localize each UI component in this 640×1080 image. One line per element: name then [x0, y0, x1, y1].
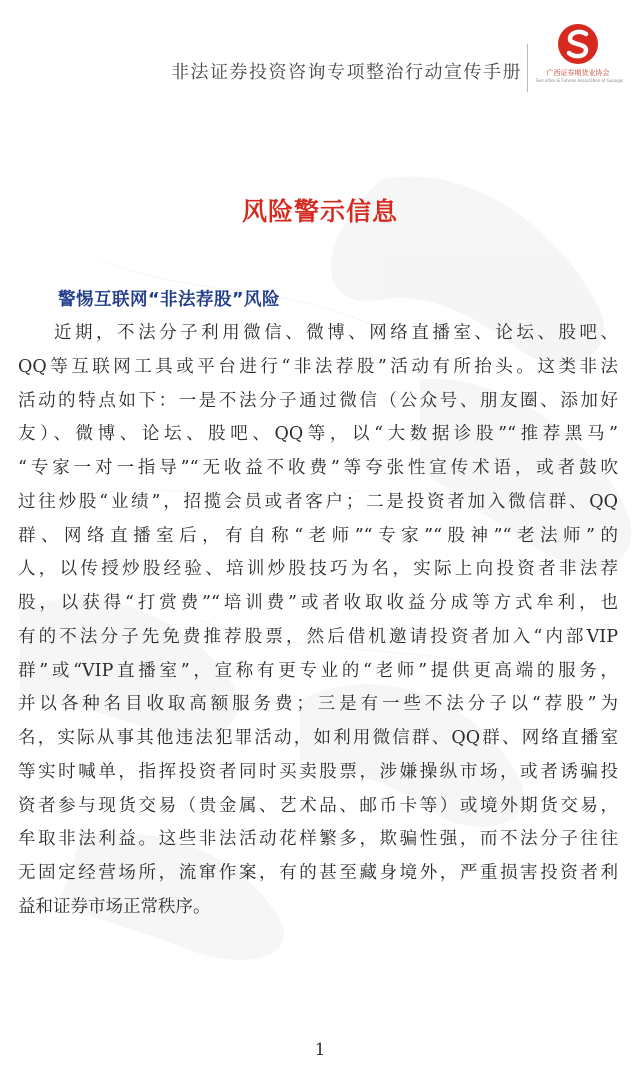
section-heading: 警惕互联网“非法荐股”风险 — [58, 290, 281, 310]
paragraph-line: 资者参与现货交易（贵金属、艺术品、邮币卡等）或境外期货交易， — [18, 795, 618, 816]
association-name-english: Securities & Futures Association of Guangxi — [536, 78, 624, 83]
association-name: 广西证券期货业协会 — [546, 69, 610, 77]
paragraph-line: 友）、微博、论坛、股吧、QQ等，以“大数据诊股”“推荐黑马” — [18, 424, 618, 445]
handbook-title: 非法证券投资咨询专项整治行动宣传手册 — [171, 62, 522, 83]
paragraph-line: 牟取非法利益。这些非法活动花样繁多，欺骗性强，而不法分子往往 — [18, 829, 618, 850]
body-paragraph — [18, 317, 618, 925]
paragraph-line: 益和证券市场正常秩序。 — [18, 896, 211, 917]
association-logo-icon — [556, 22, 600, 66]
paragraph-line: 人，以传授炒股经验、培训炒股技巧为名，实际上向投资者非法荐 — [18, 559, 618, 580]
paragraph-line: 群、网络直播室后，有自称“老师”“专家”“股神”“老法师”的 — [18, 525, 618, 546]
paragraph-line: 有的不法分子先免费推荐股票，然后借机邀请投资者加入“内部VIP — [18, 626, 618, 647]
paragraph-line: 股，以获得“打赏费”“培训费”或者收取收益分成等方式牟利，也 — [18, 593, 618, 613]
paragraph-line: 名，实际从事其他违法犯罪活动，如利用微信群、QQ群、网络直播室 — [18, 728, 618, 748]
paragraph-line: 并以各种名目收取高额服务费；三是有一些不法分子以“荐股”为 — [18, 694, 618, 715]
header-divider — [527, 44, 528, 92]
paragraph-line: 无固定经营场所，流窜作案，有的甚至藏身境外，严重损害投资者利 — [18, 863, 618, 883]
paragraph-line: 等实时喊单，指挥投资者同时买卖股票，涉嫌操纵市场，或者诱骗投 — [18, 761, 618, 782]
paragraph-line: 群”或“VIP直播室”，宣称有更专业的“老师”提供更高端的服务， — [18, 660, 618, 681]
paragraph-line: 近期，不法分子利用微信、微博、网络直播室、论坛、股吧、 — [54, 323, 618, 343]
page-title: 风险警示信息 — [241, 197, 398, 226]
page-number: 1 — [314, 1040, 326, 1060]
paragraph-line: 过往炒股“业绩”，招揽会员或者客户；二是投资者加入微信群、QQ — [18, 491, 618, 512]
paragraph-line: QQ等互联网工具或平台进行“非法荐股”活动有所抬头。这类非法 — [18, 356, 618, 377]
paragraph-line: 活动的特点如下：一是不法分子通过微信（公众号、朋友圈、添加好 — [18, 390, 618, 411]
page-header — [0, 0, 640, 100]
paragraph-line: “专家一对一指导”“无收益不收费”等夸张性宣传术语，或者鼓吹 — [18, 458, 618, 478]
